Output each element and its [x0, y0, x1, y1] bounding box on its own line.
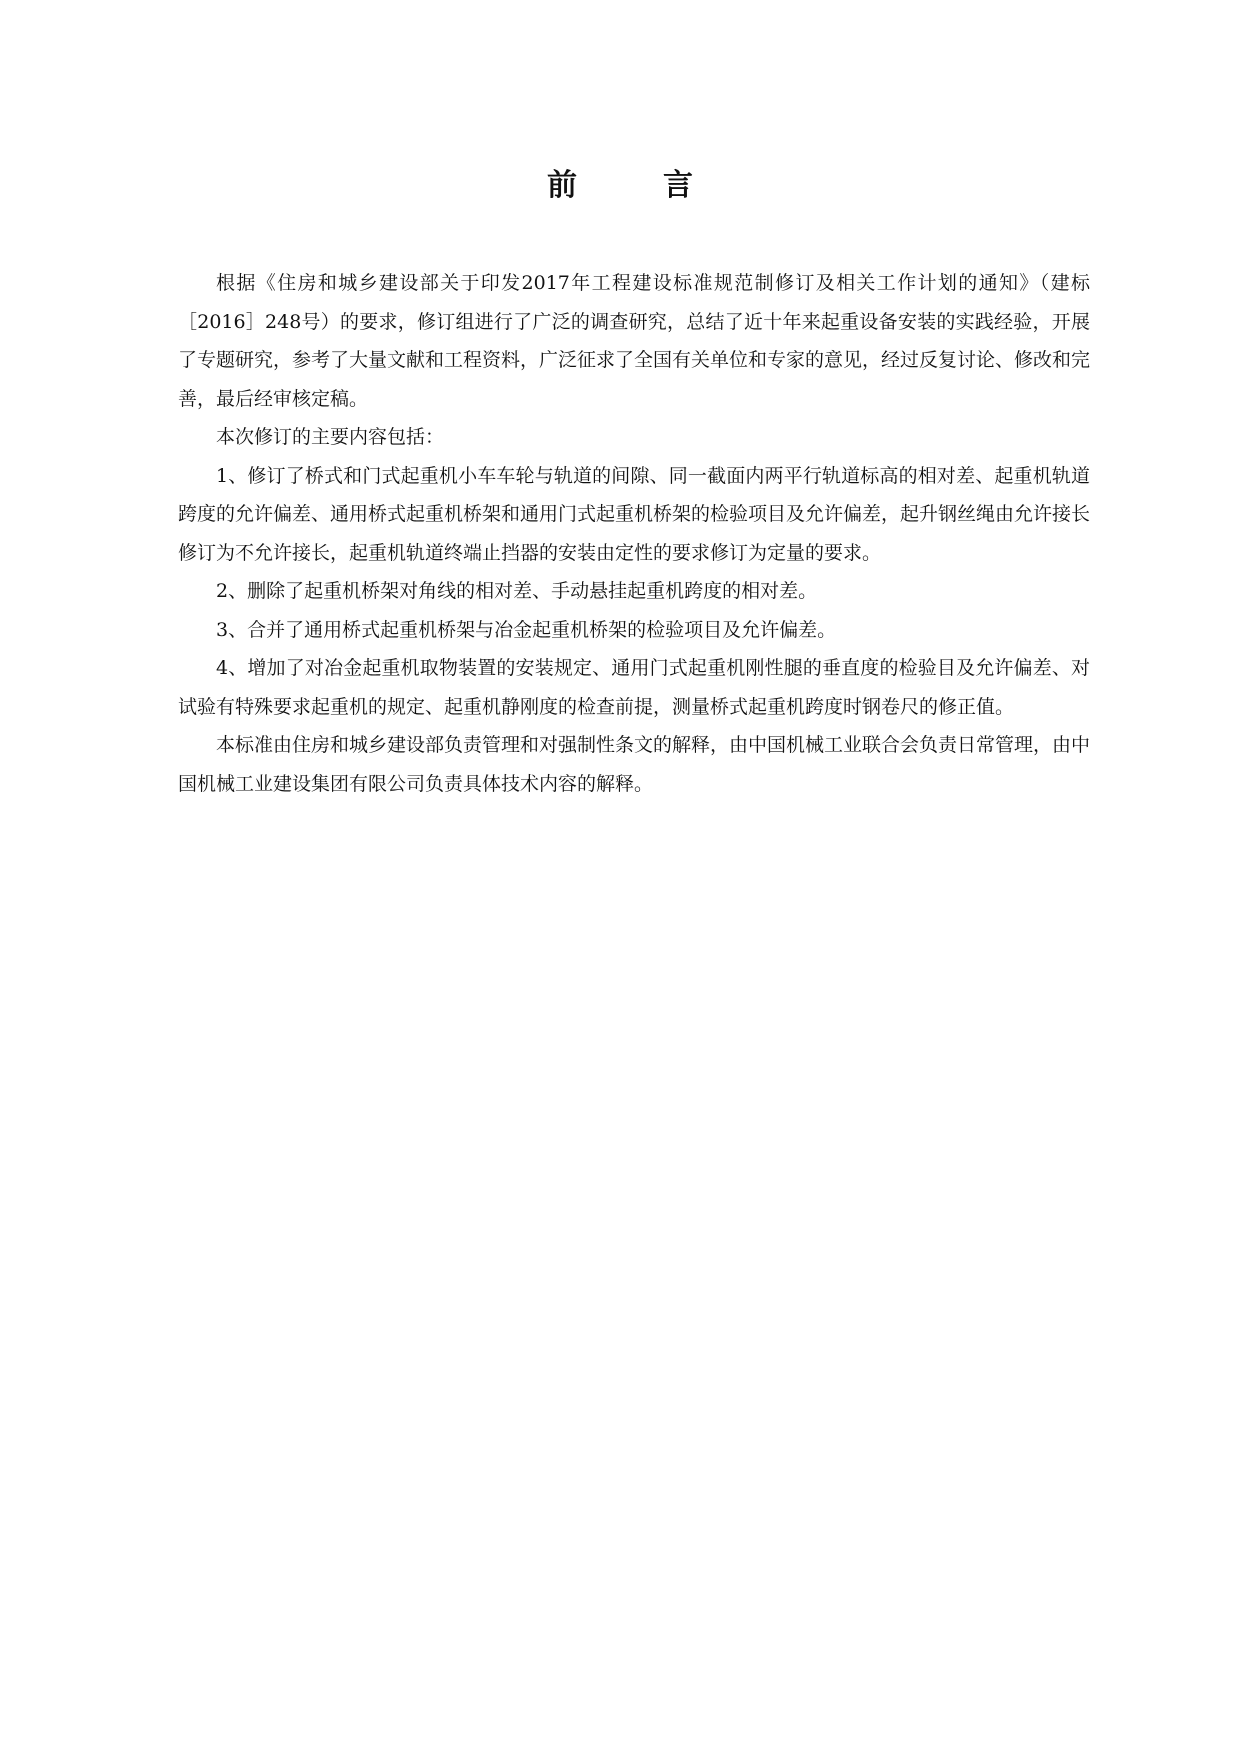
paragraph-item-3: 3、合并了通用桥式起重机桥架与冶金起重机桥架的检验项目及允许偏差。 [216, 618, 837, 641]
body-text [178, 264, 1090, 803]
paragraph-revision-summary: 本次修订的主要内容包括： [216, 426, 445, 448]
paragraph-item-4: 4、增加了对冶金起重机取物装置的安装规定、通用门式起重机刚性腿的垂直度的检验目及允许偏差、对试验有特殊要求起重机的规定、起重机静刚度的检查前提，测量桥式起重机跨度时钢卷尺的修正值。 [178, 657, 1090, 718]
paragraph-intro: 根据《住房和城乡建设部关于印发2017年工程建设标准规范制修订及相关工作计划的通知》（建标［2016］248号）的要求，修订组进行了广泛的调查研究，总结了近十年来起重设备安装的实践经验，开展了专题研究，参考了大量文献和工程资料，广泛征求了全国有关单位和专家的意见，经过反复讨论、修改和完善，最后经审核定稿。 [178, 272, 1091, 410]
page-title: 前 言 [547, 168, 721, 203]
paragraph-item-1: 1、修订了桥式和门式起重机小车车轮与轨道的间隙、同一截面内两平行轨道标高的相对差、起重机轨道跨度的允许偏差、通用桥式起重机桥架和通用门式起重机桥架的检验项目及允许偏差，起升钢丝绳由允许接长修订为不允许接长，起重机轨道终端止挡器的安装由定性的要求修订为定量的要求。 [178, 464, 1091, 564]
paragraph-item-2: 2、删除了起重机桥架对角线的相对差、手动悬挂起重机跨度的相对差。 [216, 580, 818, 602]
paragraph-responsibility: 本标准由住房和城乡建设部负责管理和对强制性条文的解释，由中国机械工业联合会负责日常管理，由中国机械工业建设集团有限公司负责具体技术内容的解释。 [178, 734, 1091, 795]
